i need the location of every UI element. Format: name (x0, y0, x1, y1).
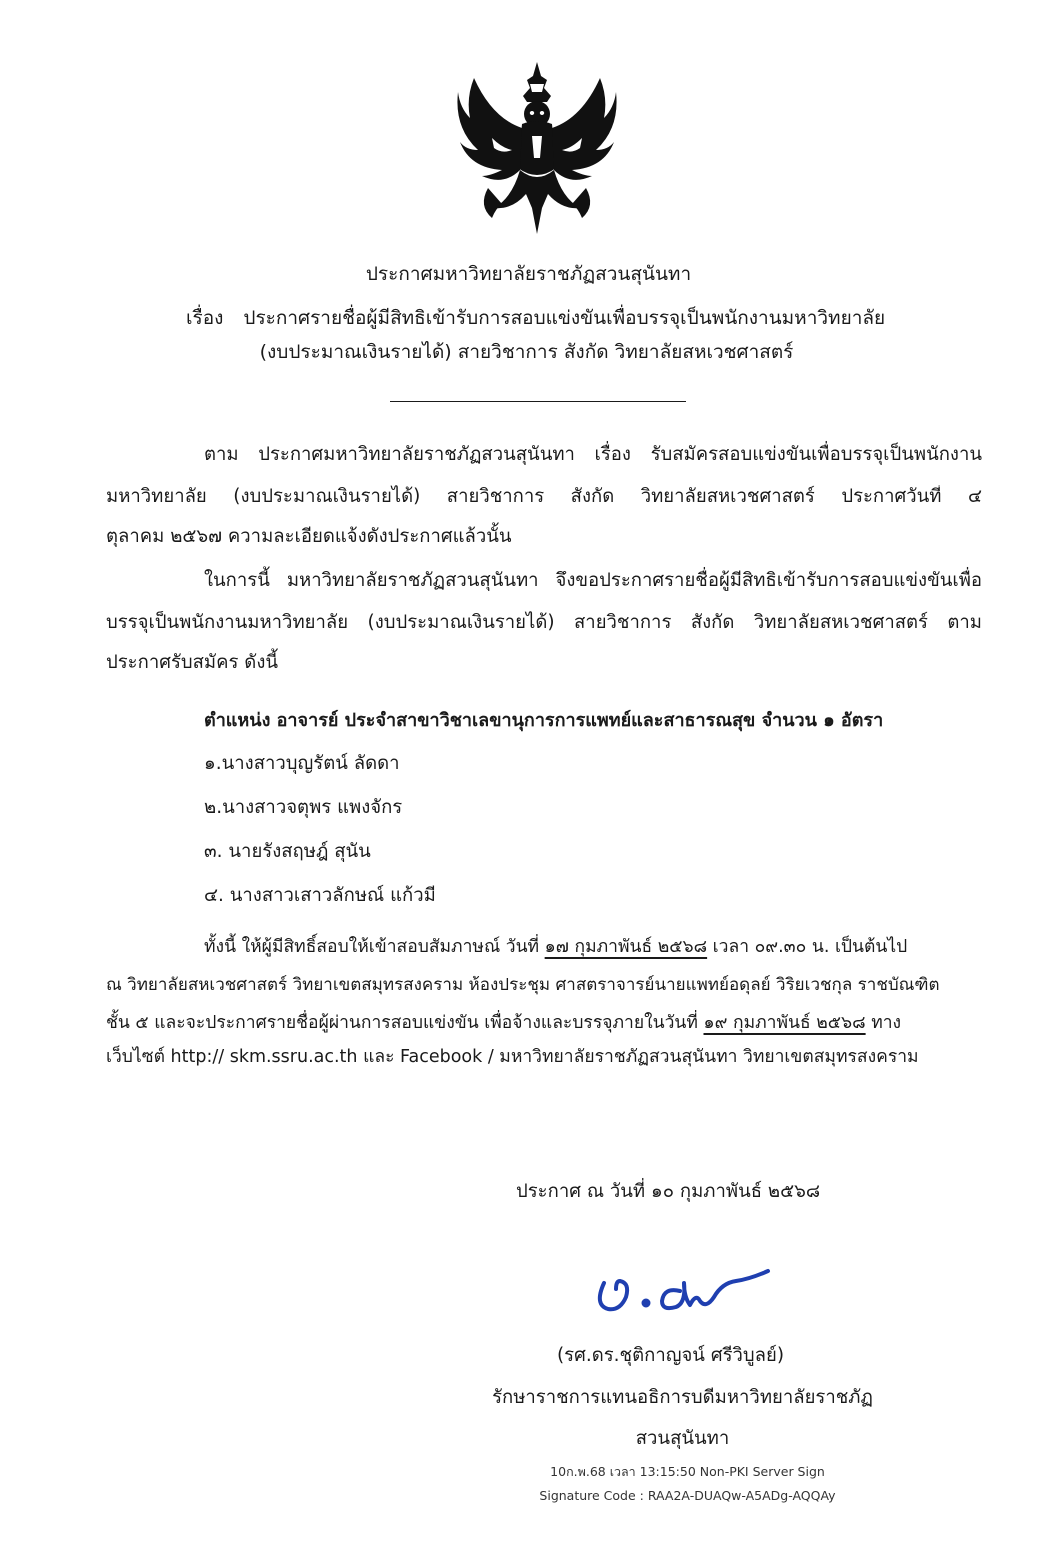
handwritten-signature (590, 1263, 780, 1323)
subject-label: เรื่อง (186, 307, 224, 329)
paragraph-3-line-4: เว็บไซต์ http:// skm.ssru.ac.th และ Facebook / มหาวิทยาลัยราชภัฏสวนสุนันทา วิทยาเขตสมุทรสงคราม (106, 1047, 919, 1067)
interview-date: ๑๗ กุมภาพันธ์ ๒๕๖๘ (544, 937, 708, 957)
announce-date: ประกาศ ณ วันที่ ๑๐ กุมภาพันธ์ ๒๕๖๘ (516, 1181, 821, 1202)
candidate-item: ๒.นางสาวจตุพร แพงจักร (204, 797, 403, 818)
candidate-item: ๑.นางสาวบุญรัตน์ ลัดดา (204, 753, 400, 774)
result-date: ๑๙ กุมภาพันธ์ ๒๕๖๘ (703, 1013, 866, 1033)
header-divider (390, 401, 686, 402)
paragraph-1-line-1: ตาม ประกาศมหาวิทยาลัยราชภัฏสวนสุนันทา เรื่อง รับสมัครสอบแข่งขันเพื่อบรรจุเป็นพนักงาน (204, 444, 982, 465)
candidate-item: ๓. นายรังสฤษฎ์ สุนัน (204, 841, 371, 862)
position-heading: ตำแหน่ง อาจารย์ ประจำสาขาวิชาเลขานุการการแพทย์และสาธารณสุข จำนวน ๑ อัตรา (204, 710, 884, 731)
signer-title: รักษาราชการแทนอธิการบดีมหาวิทยาลัยราชภัฏ (492, 1387, 873, 1408)
paragraph-2-line-3: ประกาศรับสมัคร ดังนี้ (106, 652, 279, 673)
paragraph-1-line-2: มหาวิทยาลัย (งบประมาณเงินรายได้) สายวิชาการ สังกัด วิทยาลัยสหเวชศาสตร์ ประกาศวันที่ ๔ (106, 486, 982, 507)
subject-line (186, 303, 885, 333)
result-text: ชั้น ๕ และจะประกาศรายชื่อผู้ผ่านการสอบแข่งขัน เพื่อจ้างและบรรจุภายในวันที่ (106, 1013, 704, 1033)
subject-line-2: (งบประมาณเงินรายได้) สายวิชาการ สังกัด วิทยาลัยสหเวชศาสตร์ (259, 341, 794, 363)
garuda-emblem (452, 58, 622, 238)
paragraph-3-line-3 (106, 1011, 901, 1035)
subject-text: ประกาศรายชื่อผู้มีสิทธิเข้ารับการสอบแข่งขันเพื่อบรรจุเป็นพนักงานมหาวิทยาลัย (243, 307, 886, 329)
signature-code: Signature Code : RAA2A-DUAQw-A5ADg-AQQAy (539, 1488, 836, 1503)
paragraph-3-line-2: ณ วิทยาลัยสหเวชศาสตร์ วิทยาเขตสมุทรสงคราม ห้องประชุม ศาสตราจารย์นายแพทย์อดุลย์ วิริยเวชกุล ราชบัณฑิต (106, 975, 940, 995)
sign-stamp: 10ก.พ.68 เวลา 13:15:50 Non-PKI Server Sign (550, 1464, 825, 1479)
candidate-item: ๔. นางสาวเสาวลักษณ์ แก้วมี (204, 885, 436, 906)
paragraph-2-line-2: บรรจุเป็นพนักงานมหาวิทยาลัย (งบประมาณเงินรายได้) สายวิชาการ สังกัด วิทยาลัยสหเวชศาสตร์ ตาม (106, 612, 982, 633)
paragraph-2-line-1: ในการนี้ มหาวิทยาลัยราชภัฏสวนสุนันทา จึงขอประกาศรายชื่อผู้มีสิทธิเข้ารับการสอบแข่งขันเพื่อ (204, 570, 982, 591)
interview-text: ทั้งนี้ ให้ผู้มีสิทธิ์สอบให้เข้าสอบสัมภาษณ์ วันที่ (204, 937, 545, 957)
interview-time: เวลา ๐๙.๓๐ น. เป็นต้นไป (707, 937, 908, 957)
result-channel: ทาง (865, 1013, 902, 1033)
signer-title-2: สวนสุนันทา (635, 1428, 730, 1449)
signer-name: (รศ.ดร.ชุติกาญจน์ ศรีวิบูลย์) (556, 1345, 785, 1366)
paragraph-3-line-1 (204, 935, 907, 959)
paragraph-1-line-3: ตุลาคม ๒๕๖๗ ความละเอียดแจ้งดังประกาศแล้วนั้น (106, 526, 512, 547)
document-title: ประกาศมหาวิทยาลัยราชภัฏสวนสุนันทา (365, 263, 692, 285)
